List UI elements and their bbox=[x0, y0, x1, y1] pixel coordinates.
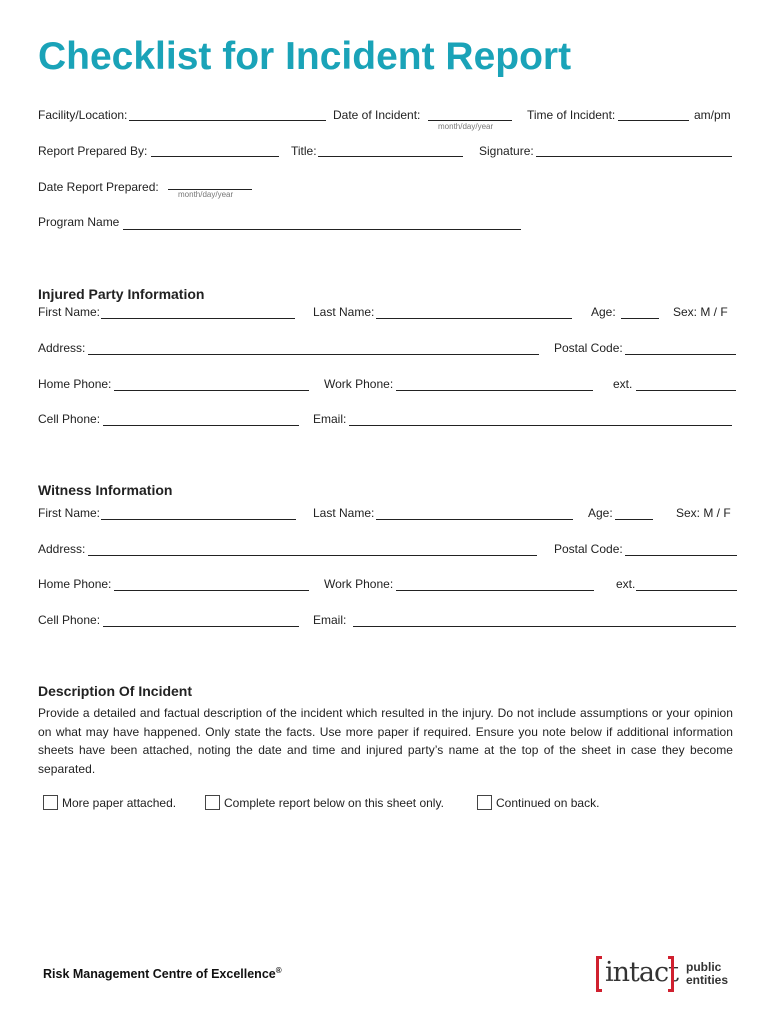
date-of-incident-hint: month/day/year bbox=[438, 122, 494, 131]
injured-home-phone-field[interactable] bbox=[114, 390, 309, 391]
more-paper-checkbox[interactable] bbox=[43, 795, 58, 810]
page-title: Checklist for Incident Report bbox=[38, 35, 572, 78]
witness-sex-label[interactable]: Sex: M / F bbox=[676, 506, 731, 520]
injured-age-label: Age: bbox=[591, 305, 616, 319]
more-paper-label: More paper attached. bbox=[62, 796, 177, 810]
witness-first-name-field[interactable] bbox=[101, 519, 296, 520]
prepared-by-label: Report Prepared By: bbox=[38, 144, 148, 158]
injured-cell-phone-field[interactable] bbox=[103, 425, 299, 426]
time-of-incident-field[interactable] bbox=[618, 120, 689, 121]
facility-label: Facility/Location: bbox=[38, 108, 128, 122]
logo-wordmark: intact bbox=[605, 957, 678, 988]
witness-postal-field[interactable] bbox=[625, 555, 737, 556]
logo-sub-entities: entities bbox=[686, 973, 729, 987]
injured-work-phone-field[interactable] bbox=[396, 390, 593, 391]
logo-right-bracket-icon bbox=[668, 956, 674, 992]
continued-on-back-checkbox[interactable] bbox=[477, 795, 492, 810]
witness-work-phone-label: Work Phone: bbox=[324, 577, 394, 591]
injured-address-label: Address: bbox=[38, 341, 86, 355]
witness-postal-label: Postal Code: bbox=[554, 542, 623, 556]
date-prepared-hint: month/day/year bbox=[178, 190, 234, 199]
witness-home-phone-label: Home Phone: bbox=[38, 577, 112, 591]
witness-address-field[interactable] bbox=[88, 555, 537, 556]
injured-email-label: Email: bbox=[313, 412, 347, 426]
program-name-field[interactable] bbox=[123, 229, 521, 230]
injured-ext-label: ext. bbox=[613, 377, 633, 391]
date-prepared-label: Date Report Prepared: bbox=[38, 180, 159, 194]
complete-report-checkbox[interactable] bbox=[205, 795, 220, 810]
signature-field[interactable] bbox=[536, 156, 732, 157]
injured-cell-phone-label: Cell Phone: bbox=[38, 412, 101, 426]
injured-postal-label: Postal Code: bbox=[554, 341, 623, 355]
injured-first-name-field[interactable] bbox=[101, 318, 295, 319]
witness-last-name-field[interactable] bbox=[376, 519, 573, 520]
witness-first-name-label: First Name: bbox=[38, 506, 101, 520]
witness-work-phone-field[interactable] bbox=[396, 590, 594, 591]
witness-heading: Witness Information bbox=[38, 482, 173, 498]
witness-ext-label: ext. bbox=[616, 577, 636, 591]
injured-sex-label[interactable]: Sex: M / F bbox=[673, 305, 728, 319]
injured-ext-field[interactable] bbox=[636, 390, 736, 391]
witness-last-name-label: Last Name: bbox=[313, 506, 375, 520]
injured-postal-field[interactable] bbox=[625, 354, 736, 355]
injured-last-name-field[interactable] bbox=[376, 318, 572, 319]
witness-ext-field[interactable] bbox=[636, 590, 737, 591]
logo-sub-public: public bbox=[686, 960, 722, 974]
date-of-incident-field[interactable] bbox=[428, 120, 512, 121]
continued-on-back-label: Continued on back. bbox=[496, 796, 600, 810]
signature-label: Signature: bbox=[479, 144, 534, 158]
witness-cell-phone-field[interactable] bbox=[103, 626, 299, 627]
footer-org-text: Risk Management Centre of Excellence bbox=[43, 967, 276, 982]
title-label: Title: bbox=[291, 144, 317, 158]
injured-heading: Injured Party Information bbox=[38, 286, 205, 302]
injured-work-phone-label: Work Phone: bbox=[324, 377, 394, 391]
injured-last-name-label: Last Name: bbox=[313, 305, 375, 319]
complete-report-label: Complete report below on this sheet only. bbox=[224, 796, 444, 810]
am-pm-label: am/pm bbox=[694, 108, 731, 122]
logo-left-bracket-icon bbox=[596, 956, 602, 992]
injured-first-name-label: First Name: bbox=[38, 305, 101, 319]
title-field[interactable] bbox=[318, 156, 463, 157]
witness-cell-phone-label: Cell Phone: bbox=[38, 613, 101, 627]
registered-mark: ® bbox=[275, 966, 282, 975]
description-instructions: Provide a detailed and factual description of the incident which resulted in the injury. Do not include assumptions or your opinion on what may have happened. Only state the facts. Use more paper if required. Ensure you note below if additional information sheets have been attached, noting the date and time and injured party’s name at the top of the sheet in case they become separated. bbox=[38, 706, 733, 776]
date-of-incident-label: Date of Incident: bbox=[333, 108, 421, 122]
description-heading: Description Of Incident bbox=[38, 683, 193, 699]
footer-org bbox=[43, 966, 282, 981]
injured-home-phone-label: Home Phone: bbox=[38, 377, 112, 391]
witness-address-label: Address: bbox=[38, 542, 86, 556]
time-of-incident-label: Time of Incident: bbox=[527, 108, 616, 122]
injured-email-field[interactable] bbox=[349, 425, 732, 426]
witness-age-label: Age: bbox=[588, 506, 613, 520]
witness-email-label: Email: bbox=[313, 613, 347, 627]
witness-age-field[interactable] bbox=[615, 519, 653, 520]
prepared-by-field[interactable] bbox=[151, 156, 279, 157]
witness-email-field[interactable] bbox=[353, 626, 736, 627]
program-name-label: Program Name bbox=[38, 215, 120, 229]
intact-logo bbox=[596, 956, 736, 996]
witness-home-phone-field[interactable] bbox=[114, 590, 309, 591]
injured-address-field[interactable] bbox=[88, 354, 539, 355]
injured-age-field[interactable] bbox=[621, 318, 659, 319]
facility-field[interactable] bbox=[129, 120, 326, 121]
